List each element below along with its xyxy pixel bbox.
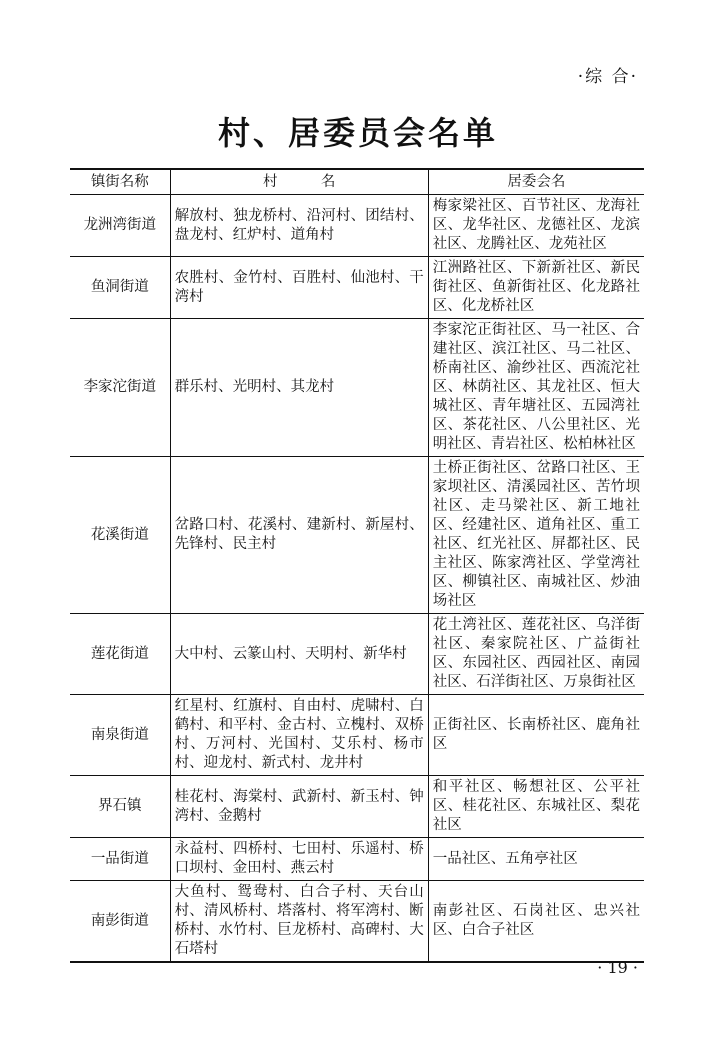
communities-cell: 江洲路社区、下新新社区、新民街社区、鱼新街社区、化龙路社区、化龙桥社区 <box>428 257 644 319</box>
villages-cell: 农胜村、金竹村、百胜村、仙池村、干湾村 <box>170 257 428 319</box>
villages-cell: 大鱼村、鸳鸯村、白合子村、天台山村、清风桥村、塔落村、将军湾村、断桥村、水竹村、巨龙桥村、高碑村、大石塔村 <box>170 881 428 963</box>
communities-cell: 土桥正街社区、岔路口社区、王家坝社区、清溪园社区、苦竹坝社区、走马梁社区、新工地社区、经建社区、道角社区、重工社区、红光社区、屏都社区、民主社区、陈家湾社区、学堂湾社区、柳镇社区、南城社区、炒油场社区 <box>428 457 644 614</box>
communities-cell: 正街社区、长南桥社区、鹿角社区 <box>428 695 644 776</box>
communities-cell: 花土湾社区、莲花社区、乌洋街社区、秦家院社区、广益街社区、东园社区、西园社区、南园社区、石洋街社区、万泉街社区 <box>428 614 644 695</box>
table-row <box>70 457 644 614</box>
communities-cell: 和平社区、畅想社区、公平社区、桂花社区、东城社区、梨花社区 <box>428 776 644 838</box>
table-row <box>70 838 644 881</box>
town-name-cell: 李家沱街道 <box>70 319 170 457</box>
villages-cell: 永益村、四桥村、七田村、乐遥村、桥口坝村、金田村、燕云村 <box>170 838 428 881</box>
table-header-row <box>70 169 644 195</box>
town-name-cell: 一品街道 <box>70 838 170 881</box>
communities-cell: 梅家梁社区、百节社区、龙海社区、龙华社区、龙德社区、龙滨社区、龙腾社区、龙苑社区 <box>428 195 644 257</box>
column-header-villages: 村 名 <box>170 169 428 195</box>
town-name-cell: 南泉街道 <box>70 695 170 776</box>
villages-cell: 岔路口村、花溪村、建新村、新屋村、先锋村、民主村 <box>170 457 428 614</box>
communities-cell: 李家沱正街社区、马一社区、合建社区、滨江社区、马二社区、桥南社区、渝纱社区、西流沱社区、林荫社区、其龙社区、恒大城社区、青年塘社区、五园湾社区、茶花社区、八公里社区、光明社区、青岩社区、松柏林社区 <box>428 319 644 457</box>
table-row <box>70 257 644 319</box>
town-name-cell: 界石镇 <box>70 776 170 838</box>
column-header-communities: 居委会名 <box>428 169 644 195</box>
villages-cell: 解放村、独龙桥村、沿河村、团结村、盘龙村、红炉村、道角村 <box>170 195 428 257</box>
column-header-town: 镇街名称 <box>70 169 170 195</box>
villages-cell: 大中村、云篆山村、天明村、新华村 <box>170 614 428 695</box>
table-row <box>70 614 644 695</box>
town-name-cell: 南彭街道 <box>70 881 170 963</box>
table-row <box>70 695 644 776</box>
village-committee-table <box>70 168 644 963</box>
villages-cell: 红星村、红旗村、自由村、虎啸村、白鹤村、和平村、金古村、立槐村、双桥村、万河村、光国村、艾乐村、杨市村、迎龙村、新式村、龙井村 <box>170 695 428 776</box>
table-row <box>70 195 644 257</box>
town-name-cell: 莲花街道 <box>70 614 170 695</box>
page-number: · 19 · <box>597 958 638 977</box>
table-row <box>70 319 644 457</box>
town-name-cell: 花溪街道 <box>70 457 170 614</box>
town-name-cell: 龙洲湾街道 <box>70 195 170 257</box>
section-label: ·综 合· <box>577 67 638 87</box>
page-title: 村、居委员会名单 <box>217 114 498 152</box>
town-name-cell: 鱼洞街道 <box>70 257 170 319</box>
table-row <box>70 881 644 963</box>
villages-cell: 桂花村、海棠村、武新村、新玉村、钟湾村、金鹅村 <box>170 776 428 838</box>
communities-cell: 一品社区、五角亭社区 <box>428 838 644 881</box>
table-row <box>70 776 644 838</box>
villages-cell: 群乐村、光明村、其龙村 <box>170 319 428 457</box>
communities-cell: 南彭社区、石岗社区、忠兴社区、白合子社区 <box>428 881 644 963</box>
